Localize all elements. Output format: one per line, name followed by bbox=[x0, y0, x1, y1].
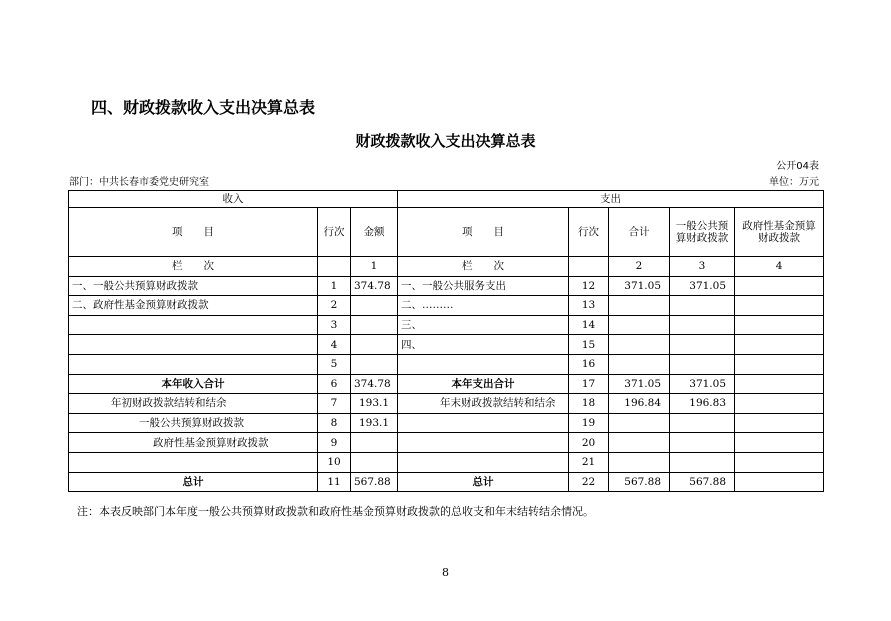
expense-general-budget-cell bbox=[670, 433, 735, 453]
expense-item-cell bbox=[398, 413, 569, 433]
section-heading: 四、财政拨款收入支出决算总表 bbox=[91, 98, 316, 117]
income-amount-cell: 374.78 bbox=[351, 374, 398, 394]
income-amount-cell: 193.1 bbox=[351, 413, 398, 433]
expense-general-budget-cell bbox=[670, 354, 735, 374]
expense-rowno-cell: 17 bbox=[569, 374, 609, 394]
expense-total-header: 合计 bbox=[609, 208, 670, 257]
expense-general-budget-cell bbox=[670, 315, 735, 335]
income-item-cell bbox=[69, 315, 318, 335]
table-row bbox=[69, 472, 824, 492]
expense-rowno-cell: 15 bbox=[569, 335, 609, 355]
department-label: 部门：中共长春市委党史研究室 bbox=[69, 177, 209, 188]
expense-rowno-cell: 19 bbox=[569, 413, 609, 433]
income-rowno-cell: 3 bbox=[318, 315, 351, 335]
income-item-cell: 政府性基金预算财政拨款 bbox=[69, 433, 318, 453]
expense-item-cell: 二、……… bbox=[398, 296, 569, 316]
expense-item-cell: 总计 bbox=[398, 472, 569, 492]
expense-gov-fund-cell bbox=[735, 276, 824, 296]
expense-rowno-cell: 16 bbox=[569, 354, 609, 374]
expense-total-cell: 567.88 bbox=[609, 472, 670, 492]
expense-header: 支出 bbox=[398, 191, 824, 208]
header-row-columns bbox=[69, 208, 824, 257]
column-index: 4 bbox=[735, 257, 824, 277]
table-row bbox=[69, 394, 824, 414]
expense-total-cell bbox=[609, 296, 670, 316]
expense-rowno-cell: 22 bbox=[569, 472, 609, 492]
expense-total-cell: 196.84 bbox=[609, 394, 670, 414]
income-amount-cell bbox=[351, 452, 398, 472]
income-amount-cell bbox=[351, 335, 398, 355]
expense-general-budget-cell bbox=[670, 296, 735, 316]
column-index: 3 bbox=[670, 257, 735, 277]
column-index: 1 bbox=[351, 257, 398, 277]
expense-gov-fund-cell bbox=[735, 354, 824, 374]
expense-general-budget-cell: 196.83 bbox=[670, 394, 735, 414]
table-note: 注：本表反映部门本年度一般公共预算财政拨款和政府性基金预算财政拨款的总收支和年末结转结余情况。 bbox=[77, 505, 594, 518]
income-amount-cell: 567.88 bbox=[351, 472, 398, 492]
income-item-cell: 本年收入合计 bbox=[69, 374, 318, 394]
expense-gov-fund-cell bbox=[735, 452, 824, 472]
income-rowno-cell: 9 bbox=[318, 433, 351, 453]
income-rowno-cell: 6 bbox=[318, 374, 351, 394]
income-amount-cell bbox=[351, 296, 398, 316]
income-rowno-cell: 10 bbox=[318, 452, 351, 472]
expense-item-header: 项 目 bbox=[398, 208, 569, 257]
expense-item-cell: 四、 bbox=[398, 335, 569, 355]
income-amount-cell bbox=[351, 315, 398, 335]
income-amount-cell: 374.78 bbox=[351, 276, 398, 296]
expense-total-cell: 371.05 bbox=[609, 276, 670, 296]
income-item-cell bbox=[69, 452, 318, 472]
expense-general-budget-cell bbox=[670, 413, 735, 433]
expense-rowno-cell: 14 bbox=[569, 315, 609, 335]
expense-total-cell bbox=[609, 354, 670, 374]
table-row bbox=[69, 433, 824, 453]
income-item-header: 项 目 bbox=[69, 208, 318, 257]
expense-rowno-cell: 20 bbox=[569, 433, 609, 453]
expense-general-budget-header: 一般公共预算财政拨款 bbox=[670, 208, 735, 257]
expense-gov-fund-header: 政府性基金预算财政拨款 bbox=[735, 208, 824, 257]
income-header: 收入 bbox=[69, 191, 398, 208]
income-amount-header: 金额 bbox=[351, 208, 398, 257]
expense-total-cell bbox=[609, 335, 670, 355]
expense-item-cell: 年末财政拨款结转和结余 bbox=[398, 394, 569, 414]
expense-total-cell bbox=[609, 433, 670, 453]
expense-gov-fund-cell bbox=[735, 413, 824, 433]
expense-gov-fund-cell bbox=[735, 472, 824, 492]
fiscal-allocation-table bbox=[68, 190, 824, 492]
table-row bbox=[69, 413, 824, 433]
expense-gov-fund-cell bbox=[735, 296, 824, 316]
expense-item-cell: 本年支出合计 bbox=[398, 374, 569, 394]
expense-total-cell bbox=[609, 452, 670, 472]
expense-gov-fund-cell bbox=[735, 374, 824, 394]
income-item-cell bbox=[69, 354, 318, 374]
page-number: 8 bbox=[442, 566, 449, 579]
expense-gov-fund-cell bbox=[735, 394, 824, 414]
table-row bbox=[69, 374, 824, 394]
expense-general-budget-cell: 567.88 bbox=[670, 472, 735, 492]
table-row bbox=[69, 296, 824, 316]
expense-gov-fund-cell bbox=[735, 315, 824, 335]
expense-general-budget-cell: 371.05 bbox=[670, 276, 735, 296]
expense-rowno-cell: 21 bbox=[569, 452, 609, 472]
income-rowno-cell: 11 bbox=[318, 472, 351, 492]
column-label: 栏 次 bbox=[69, 257, 318, 277]
expense-item-cell bbox=[398, 433, 569, 453]
expense-general-budget-cell: 371.05 bbox=[670, 374, 735, 394]
column-index-row bbox=[69, 257, 824, 277]
expense-item-cell bbox=[398, 354, 569, 374]
expense-total-cell: 371.05 bbox=[609, 374, 670, 394]
unit-label: 单位：万元 bbox=[769, 177, 819, 188]
expense-total-cell bbox=[609, 413, 670, 433]
table-row bbox=[69, 452, 824, 472]
income-item-cell: 二、政府性基金预算财政拨款 bbox=[69, 296, 318, 316]
income-rowno-cell: 7 bbox=[318, 394, 351, 414]
income-rowno-cell: 1 bbox=[318, 276, 351, 296]
expense-total-cell bbox=[609, 315, 670, 335]
expense-gov-fund-cell bbox=[735, 433, 824, 453]
column-index: 2 bbox=[609, 257, 670, 277]
expense-general-budget-cell bbox=[670, 452, 735, 472]
column-label: 栏 次 bbox=[398, 257, 569, 277]
table-row bbox=[69, 276, 824, 296]
expense-rowno-cell: 13 bbox=[569, 296, 609, 316]
income-amount-cell bbox=[351, 354, 398, 374]
income-rowno-cell: 8 bbox=[318, 413, 351, 433]
income-item-cell: 总计 bbox=[69, 472, 318, 492]
expense-rowno-header: 行次 bbox=[569, 208, 609, 257]
table-title: 财政拨款收入支出决算总表 bbox=[355, 132, 536, 150]
header-row-sections bbox=[69, 191, 824, 208]
table-row bbox=[69, 315, 824, 335]
income-rowno-cell: 5 bbox=[318, 354, 351, 374]
expense-item-cell: 三、 bbox=[398, 315, 569, 335]
income-item-cell: 年初财政拨款结转和结余 bbox=[69, 394, 318, 414]
empty-cell bbox=[569, 257, 609, 277]
expense-gov-fund-cell bbox=[735, 335, 824, 355]
income-amount-cell bbox=[351, 433, 398, 453]
income-amount-cell: 193.1 bbox=[351, 394, 398, 414]
income-item-cell: 一般公共预算财政拨款 bbox=[69, 413, 318, 433]
table-row bbox=[69, 335, 824, 355]
expense-item-cell: 一、一般公共服务支出 bbox=[398, 276, 569, 296]
income-rowno-cell: 2 bbox=[318, 296, 351, 316]
empty-cell bbox=[318, 257, 351, 277]
income-item-cell bbox=[69, 335, 318, 355]
expense-general-budget-cell bbox=[670, 335, 735, 355]
income-item-cell: 一、一般公共预算财政拨款 bbox=[69, 276, 318, 296]
income-rowno-header: 行次 bbox=[318, 208, 351, 257]
form-code: 公开04表 bbox=[776, 161, 819, 172]
expense-rowno-cell: 12 bbox=[569, 276, 609, 296]
expense-item-cell bbox=[398, 452, 569, 472]
table-row bbox=[69, 354, 824, 374]
expense-rowno-cell: 18 bbox=[569, 394, 609, 414]
income-rowno-cell: 4 bbox=[318, 335, 351, 355]
